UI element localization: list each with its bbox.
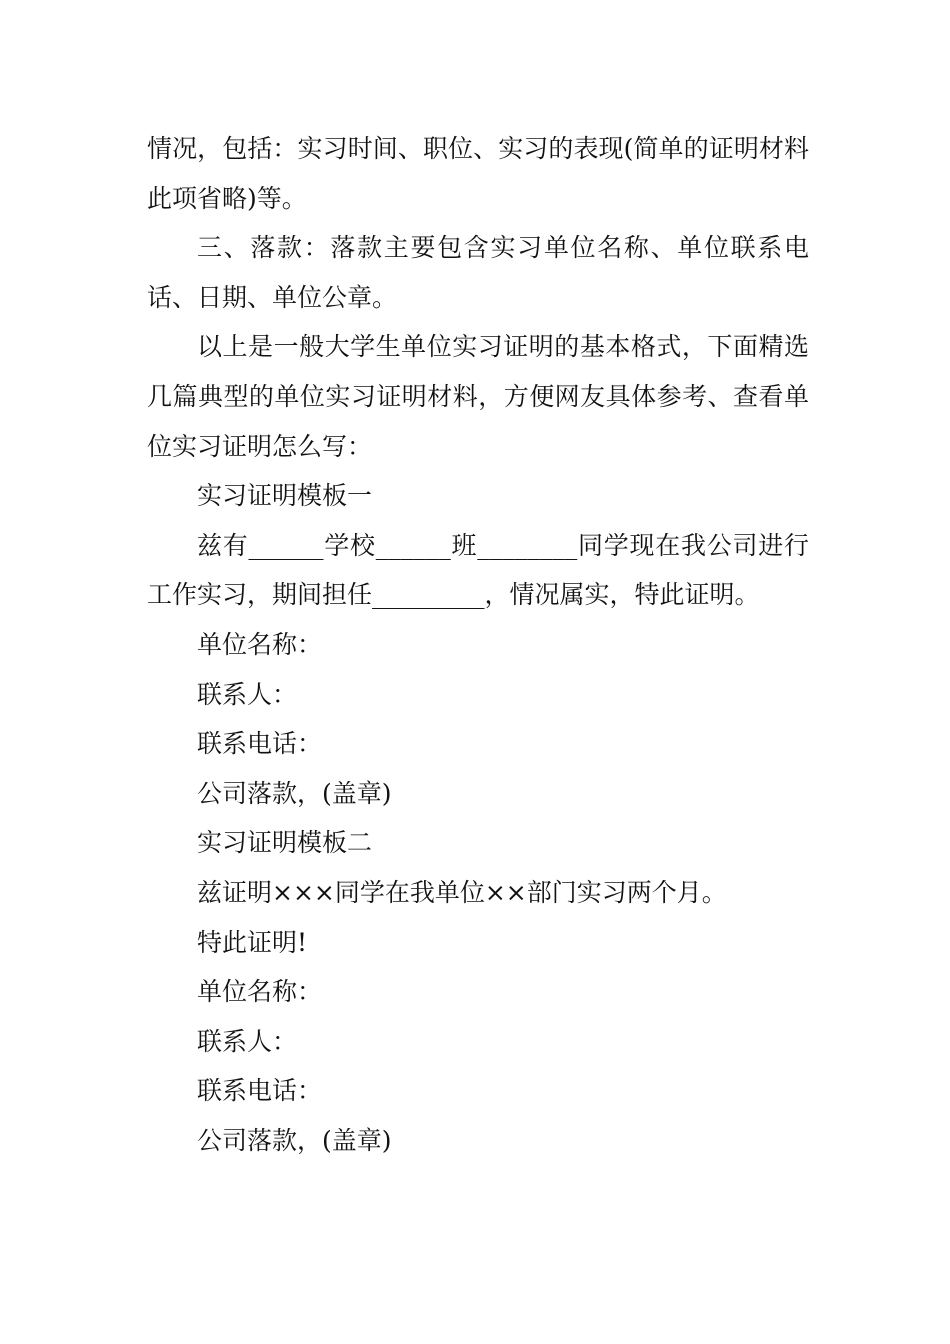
template-two-unit-name: 单位名称： — [197, 977, 323, 1007]
template-one-phone: 联系电话： — [197, 729, 323, 759]
template-one-body: 兹有______学校______班________同学现在我公司进行工作实习，期间担任_________，情况属实，特此证明。 — [147, 530, 809, 610]
document-body — [147, 124, 809, 1165]
template-two-body: 兹证明×××同学在我单位××部门实习两个月。 — [197, 877, 727, 907]
paragraph-signature-section: 三、落款：落款主要包含实习单位名称、单位联系电话、日期、单位公章。 — [147, 233, 809, 312]
template-two-phone: 联系电话： — [197, 1076, 323, 1106]
template-two-contact: 联系人： — [197, 1026, 298, 1056]
template-one-contact: 联系人： — [197, 679, 298, 709]
template-two-closing: 特此证明! — [197, 927, 308, 957]
template-two-seal: 公司落款，(盖章) — [197, 1125, 392, 1155]
template-two-heading: 实习证明模板二 — [197, 828, 373, 858]
paragraph-continuation: 情况，包括：实习时间、职位、实习的表现(简单的证明材料此项省略)等。 — [147, 134, 809, 213]
paragraph-intro: 以上是一般大学生单位实习证明的基本格式，下面精选几篇典型的单位实习证明材料，方便网友具体参考、查看单位实习证明怎么写： — [147, 332, 809, 461]
template-one-seal: 公司落款，(盖章) — [197, 778, 392, 808]
template-one-heading: 实习证明模板一 — [197, 481, 373, 511]
template-one-unit-name: 单位名称： — [197, 629, 323, 659]
